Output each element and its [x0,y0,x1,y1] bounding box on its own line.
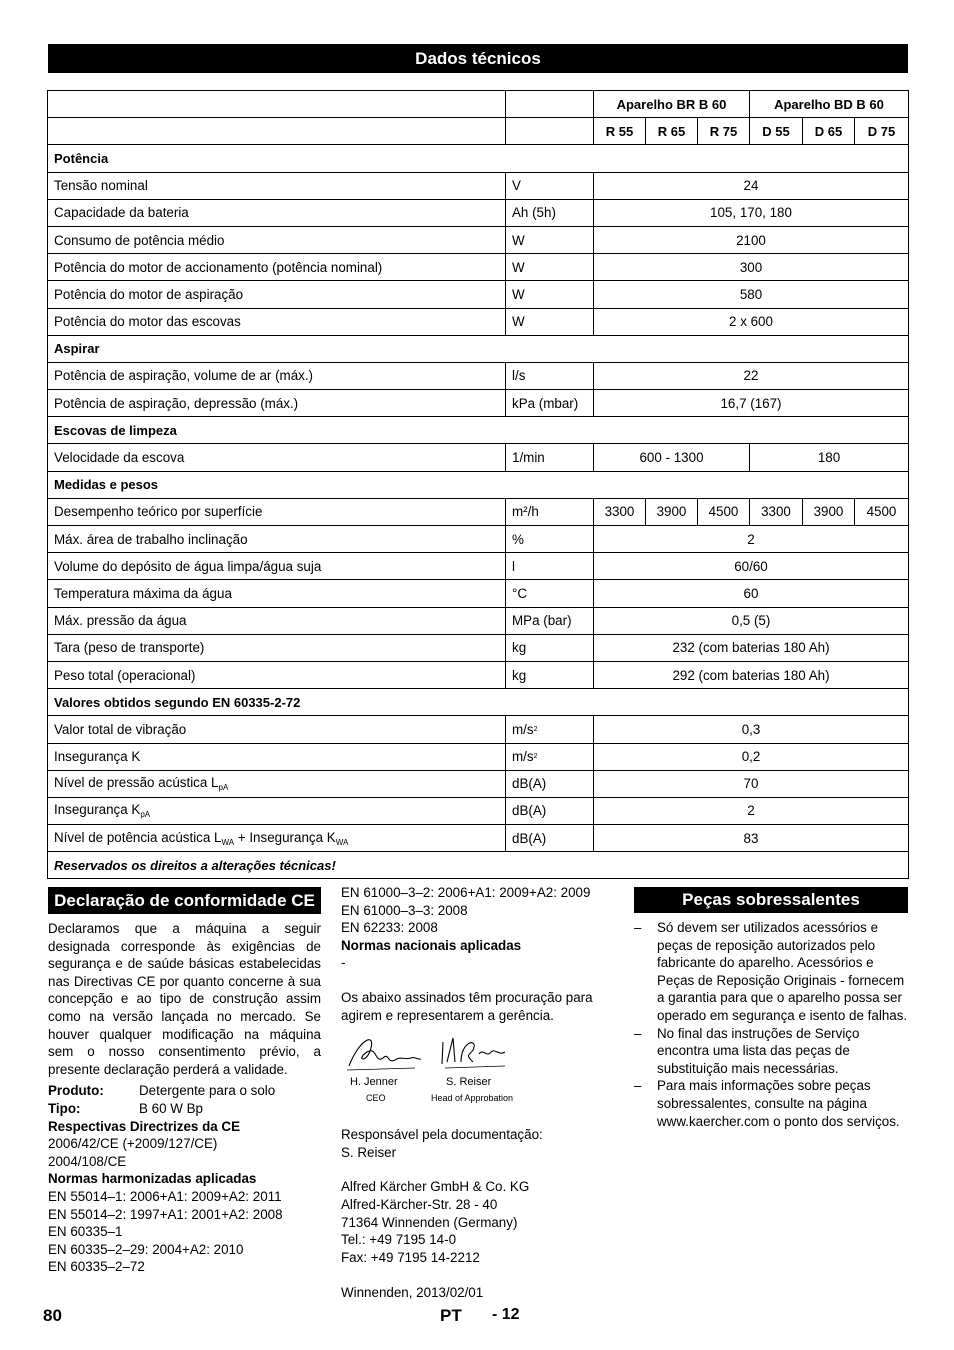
norm-item: EN 62233: 2008 [341,920,438,936]
model-header: R 75 [698,118,750,145]
model-header: R 65 [646,118,698,145]
model-header: R 55 [594,118,646,145]
norm-item: EN 61000–3–2: 2006+A1: 2009+A2: 2009 [341,885,591,900]
table-row: Insegurança $K_{pA}$ dB(A) 2 [48,797,909,824]
section-row: Escovas de limpeza [48,417,909,444]
table-row: Potência de aspiração, depressão (máx.) kPa (mbar) 16,7 (167) [48,390,909,417]
company-name: Alfred Kärcher GmbH & Co. KG [341,1179,530,1195]
language-code: PT [440,1306,462,1325]
company-street: Alfred-Kärcher-Str. 28 - 40 [341,1196,498,1212]
model-header: D 55 [750,118,803,145]
page-number: 80 [43,1306,62,1325]
table-row: Potência do motor de accionamento (potência nominal) W 300 [48,254,909,281]
table-note-row: Reservados os direitos a alterações técnicas! [48,852,909,879]
doc-responsible-name: S. Reiser [341,1144,397,1160]
page-title: Dados técnicos [48,44,908,73]
signer1-role: CEO [366,1093,386,1104]
norm-item: EN 55014–2: 1997+A1: 2001+A2: 2008 [48,1206,283,1222]
table-row: Tara (peso de transporte) kg 232 (com baterias 180 Ah) [48,634,909,661]
norm-item: EN 60335–1 [48,1224,123,1240]
spare-parts-list [634,919,908,1130]
list-item: – Para mais informações sobre peças sobressalentes, consulte na página www.kaercher.com o ponto dos serviços. [634,1077,908,1130]
signature-reiser-icon [439,1032,511,1072]
signature-jenner-icon [345,1030,425,1074]
model-header: D 65 [803,118,855,145]
directive-item: 2006/42/CE (+2009/127/CE) [48,1136,218,1152]
company-fax: Fax: +49 7195 14-2212 [341,1249,480,1265]
norm-item: EN 55014–1: 2006+A1: 2009+A2: 2011 [48,1188,282,1204]
table-row: Capacidade da bateria Ah (5h) 105, 170, 180 [48,199,909,226]
spare-parts-heading: Peças sobressalentes [634,887,908,913]
signatures [341,1030,621,1108]
directives-heading: Respectivas Directrizes da CE [48,1118,241,1134]
section-row: Medidas e pesos [48,471,909,498]
table-row: Potência do motor de aspiração W 580 [48,281,909,308]
table-header-models [48,118,909,145]
group-header-br: Aparelho BR B 60 [594,91,750,118]
type-line: Tipo: B 60 W Bp [48,1100,204,1116]
table-row: Insegurança K $m/s^2$ 0,2 [48,743,909,770]
section-row: Valores obtidos segundo EN 60335-2-72 [48,689,909,716]
company-tel: Tel.: +49 7195 14-0 [341,1232,457,1248]
section-row: Potência [48,145,909,172]
company-city: 71364 Winnenden (Germany) [341,1214,518,1230]
directive-item: 2004/108/CE [48,1153,127,1169]
table-row: Nível de pressão acústica $L_{pA}$ dB(A) 70 [48,770,909,797]
table-row: Nível de potência acústica $L_{WA}$ + Insegurança $K_{WA}$ dB(A) 83 [48,825,909,852]
group-header-bd: Aparelho BD B 60 [750,91,909,118]
signer1-name: H. Jenner [350,1076,398,1089]
table-row: Potência de aspiração, volume de ar (máx.) l/s 22 [48,362,909,389]
list-item: – Só devem ser utilizados acessórios e peças de reposição autorizados pelo fabricante do aparelho. Acessórios e Peças de Reposição Originais - fornecem a garantia para que o aparelho possa ser operado em segurança e isento de falhas. [634,919,908,1025]
table-row: Máx. pressão da água MPa (bar) 0,5 (5) [48,607,909,634]
table-row: Consumo de potência médio W 2100 [48,226,909,253]
table-row: Desempenho teórico por superfície m²/h 3300 3900 4500 3300 3900 4500 [48,498,909,525]
section-row: Aspirar [48,335,909,362]
table-row: Volume do depósito de água limpa/água suja l 60/60 [48,553,909,580]
table-row: Temperatura máxima da água °C 60 [48,580,909,607]
list-item: – No final das instruções de Serviço encontra uma lista das peças de substituição mais necessárias. [634,1025,908,1078]
place-date: Winnenden, 2013/02/01 [341,1285,484,1301]
national-value: - [341,955,346,971]
table-row: Tensão nominal V 24 [48,172,909,199]
declaration-continuation-column [341,884,621,1302]
table-row: Máx. área de trabalho inclinação % 2 [48,526,909,553]
signer2-name: S. Reiser [446,1076,492,1089]
table-row: Valor total de vibração $m/s^2$ 0,3 [48,716,909,743]
declaration-column [48,887,321,1276]
declaration-heading: Declaração de conformidade CE [48,887,321,914]
model-header: D 75 [855,118,909,145]
doc-responsible-label: Responsável pela documentação: [341,1127,543,1143]
norm-item: EN 60335–2–72 [48,1259,145,1275]
table-row: Peso total (operacional) kg 292 (com baterias 180 Ah) [48,661,909,688]
product-line: Produto: Detergente para o solo [48,1083,276,1099]
table-row: Potência do motor das escovas W 2 x 600 [48,308,909,335]
signer2-role: Head of Approbation [431,1093,514,1104]
table-header-groups [48,91,909,118]
norm-item: EN 60335–2–29: 2004+A2: 2010 [48,1241,244,1257]
harmonized-heading: Normas harmonizadas aplicadas [48,1171,257,1187]
norm-item: EN 61000–3–3: 2008 [341,902,468,918]
spare-parts-column [634,887,908,1130]
declaration-intro: Declaramos que a máquina a seguir designada corresponde às exigências de segurança e de saúde básicas estabelecidas nas Directivas CE por quanto concerne à sua concepção e ao tipo de construção assim como na versão lançada no mercado. Se houver qualquer modificação na máquina sem o nosso consentimento prévio, a presente declaração perderá a validade. [48,921,321,1077]
section-page: - 12 [492,1306,520,1323]
signatories-text: Os abaixo assinados têm procuração para agirem e representarem a gerência. [341,989,593,1023]
technical-data-table [47,90,909,879]
table-row: Velocidade da escova 1/min 600 - 1300 180 [48,444,909,471]
national-heading: Normas nacionais aplicadas [341,937,522,953]
